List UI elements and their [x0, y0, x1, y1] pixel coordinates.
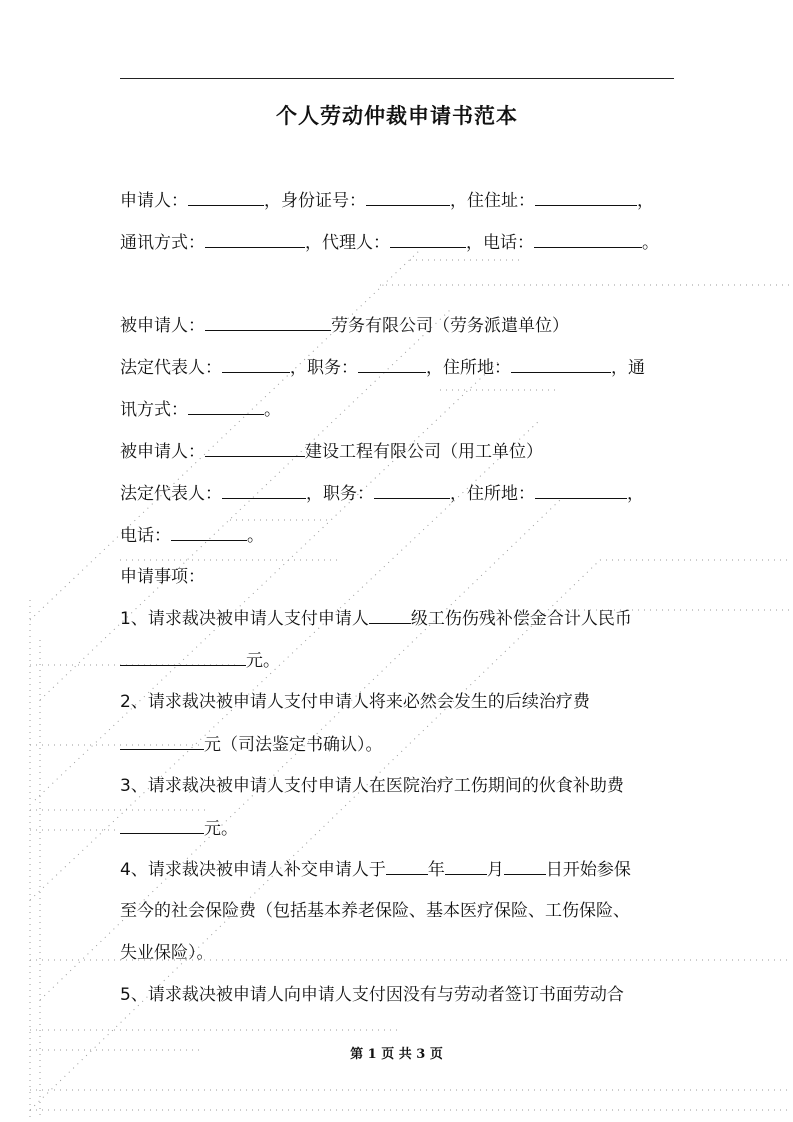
- claim-4-line-3: [120, 941, 674, 965]
- claim-4-line-2: [120, 899, 674, 923]
- claim-2-amount-line: [120, 732, 674, 757]
- blank-contact-method[interactable]: [205, 230, 305, 248]
- claim-5-line: [120, 983, 674, 1007]
- claim-1-unit: 元。: [246, 651, 280, 671]
- blank-applicant-name[interactable]: [188, 188, 264, 206]
- blank-legal-rep-2[interactable]: [222, 481, 306, 499]
- contact-1-line: [120, 397, 674, 422]
- claims-heading-text: 申请事项：: [120, 567, 205, 587]
- label-month: 月: [486, 860, 504, 880]
- blank-year[interactable]: [386, 857, 428, 875]
- label-id-number: ，身份证号：: [264, 191, 366, 211]
- blank-legal-rep-1[interactable]: [222, 355, 290, 373]
- claim-1-line: [120, 606, 674, 631]
- label-legal-rep: 法定代表人：: [120, 358, 222, 378]
- label-respondent: 被申请人：: [120, 316, 205, 336]
- label-phone: 电话：: [120, 526, 171, 546]
- blank-address[interactable]: [535, 188, 637, 206]
- label-domicile: ，住所地：: [450, 484, 535, 504]
- header-rule: [120, 78, 674, 79]
- claim-4-text-a: 4、请求裁决被申请人补交申请人于: [120, 860, 386, 880]
- blank-domicile-1[interactable]: [511, 355, 611, 373]
- blank-respondent-2[interactable]: [205, 439, 305, 457]
- blank-agent[interactable]: [390, 230, 466, 248]
- claim-4-line: [120, 857, 674, 882]
- claim-1-text-a: 1、请求裁决被申请人支付申请人: [120, 609, 369, 629]
- blank-respondent-1[interactable]: [205, 313, 331, 331]
- punctuation: 。: [642, 233, 659, 253]
- punctuation: 。: [247, 526, 264, 546]
- label-agent: ，代理人：: [305, 233, 390, 253]
- blank-day[interactable]: [504, 857, 546, 875]
- claim-3-text: 3、请求裁决被申请人支付申请人在医院治疗工伤期间的伙食补助费: [120, 776, 624, 796]
- punctuation: ，通: [611, 358, 645, 378]
- blank-claim-3-amount[interactable]: [120, 816, 204, 834]
- claim-1-text-b: 级工伤伤残补偿金合计人民币: [410, 609, 632, 629]
- claim-4-text-b: 日开始参保: [545, 860, 631, 880]
- applicant-line: [120, 188, 674, 213]
- blank-domicile-2[interactable]: [535, 481, 627, 499]
- label-domicile: ，住所地：: [426, 358, 511, 378]
- label-year: 年: [427, 860, 445, 880]
- document-title: 个人劳动仲裁申请书范本: [276, 104, 518, 128]
- contact-line: [120, 230, 674, 255]
- label-contact-method-cont: 讯方式：: [120, 400, 188, 420]
- respondent-2-line: [120, 439, 674, 464]
- claim-4-text-c: 至今的社会保险费（包括基本养老保险、基本医疗保险、工伤保险、: [120, 901, 630, 921]
- label-respondent: 被申请人：: [120, 442, 205, 462]
- punctuation: 。: [264, 400, 281, 420]
- label-position: ，职务：: [290, 358, 358, 378]
- blank-claim-1-amount[interactable]: [120, 648, 246, 666]
- blank-disability-grade[interactable]: [369, 606, 411, 624]
- page-footer: 第 1 页 共 3 页: [350, 1047, 443, 1062]
- label-address: ，住住址：: [450, 191, 535, 211]
- claim-3-unit: 元。: [204, 819, 238, 839]
- claim-3-amount-line: [120, 816, 674, 841]
- phone-2-line: [120, 523, 674, 548]
- label-position: ，职务：: [306, 484, 374, 504]
- blank-id-number[interactable]: [366, 188, 450, 206]
- label-applicant: 申请人：: [120, 191, 188, 211]
- punctuation: ，: [637, 191, 654, 211]
- blank-position-2[interactable]: [374, 481, 450, 499]
- claim-3-line: [120, 774, 674, 798]
- label-contact-method: 通讯方式：: [120, 233, 205, 253]
- blank-position-1[interactable]: [358, 355, 426, 373]
- blank-month[interactable]: [445, 857, 487, 875]
- label-legal-rep: 法定代表人：: [120, 484, 222, 504]
- respondent-2-type: 建设工程有限公司（用工单位）: [305, 442, 543, 462]
- respondent-1-line: [120, 313, 674, 338]
- blank-contact-1[interactable]: [188, 397, 264, 415]
- blank-phone[interactable]: [534, 230, 642, 248]
- legal-rep-1-line: [120, 355, 674, 380]
- claim-2-line: [120, 690, 674, 714]
- blank-phone-2[interactable]: [171, 523, 247, 541]
- claim-2-unit: 元（司法鉴定书确认）。: [204, 735, 383, 755]
- blank-claim-2-amount[interactable]: [120, 732, 204, 750]
- claim-2-text: 2、请求裁决被申请人支付申请人将来必然会发生的后续治疗费: [120, 692, 590, 712]
- claim-5-text: 5、请求裁决被申请人向申请人支付因没有与劳动者签订书面劳动合: [120, 985, 624, 1005]
- respondent-1-type: 劳务有限公司（劳务派遣单位）: [331, 316, 569, 336]
- label-phone: ，电话：: [466, 233, 534, 253]
- claim-4-text-d: 失业保险）。: [120, 943, 214, 963]
- legal-rep-2-line: [120, 481, 674, 506]
- claim-1-amount-line: [120, 648, 674, 673]
- punctuation: ，: [627, 484, 644, 504]
- claims-heading: [120, 565, 674, 589]
